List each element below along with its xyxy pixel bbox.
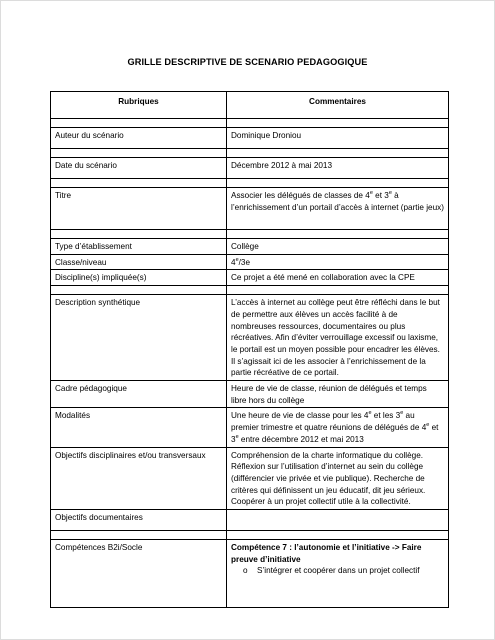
table-header-row xyxy=(51,92,449,119)
row-modalites xyxy=(51,408,449,447)
label-type: Type d’établissement xyxy=(51,239,227,255)
value-type: Collège xyxy=(227,239,449,255)
label-cadre: Cadre pédagogique xyxy=(51,381,227,408)
row-competences xyxy=(51,540,449,608)
titre-text-1: Associer les délégués de classes de 4 xyxy=(231,191,370,200)
modalites-sup-3: e xyxy=(426,422,430,429)
header-rubriques: Rubriques xyxy=(51,92,227,119)
classe-text-2: /3e xyxy=(238,257,251,267)
label-auteur: Auteur du scénario xyxy=(51,128,227,149)
classe-text-1: 4 xyxy=(231,257,236,267)
label-date: Date du scénario xyxy=(51,158,227,179)
value-titre xyxy=(227,188,449,230)
value-auteur: Dominique Droniou xyxy=(227,128,449,149)
label-objectifs-doc: Objectifs documentaires xyxy=(51,510,227,531)
label-discipline: Discipline(s) impliquée(s) xyxy=(51,270,227,286)
competence-title: Compétence 7 : l’autonomie et l’initiative -> Faire preuve d’initiative xyxy=(231,543,422,564)
value-objectifs: Compréhension de la charte informatique du collège. Réflexion sur l’utilisation d’internet au sein du collège (différencier vie privée et vie publique). Recherche de critères qui définissent un jeu éducatif, dit jeu sérieux. Coopérer à un projet collectif utile à la collectivité. xyxy=(227,447,449,510)
modalites-sup-4: e xyxy=(235,433,239,440)
modalites-text-3: au premier trimestre et quatre réunions de délégués de 4 xyxy=(231,411,427,433)
row-type xyxy=(51,239,449,255)
row-date xyxy=(51,158,449,179)
value-date: Décembre 2012 à mai 2013 xyxy=(227,158,449,179)
value-classe xyxy=(227,254,449,270)
titre-text-3: à l’enrichissement d’un portail d’accès à internet (partie jeux) xyxy=(231,191,444,212)
label-competences: Compétences B2i/Socle xyxy=(51,540,227,608)
value-modalites xyxy=(227,408,449,447)
row-cadre xyxy=(51,381,449,408)
spacer-row xyxy=(51,119,449,128)
value-competences xyxy=(227,540,449,608)
label-modalites: Modalités xyxy=(51,408,227,447)
value-cadre: Heure de vie de classe, réunion de délégués et temps libre hors du collège xyxy=(227,381,449,408)
row-discipline xyxy=(51,270,449,286)
titre-sup-2: e xyxy=(388,190,392,196)
modalites-text-4: et 3 xyxy=(231,423,439,444)
competence-item: o S’intégrer et coopérer dans un projet collectif xyxy=(249,565,444,577)
document-title: GRILLE DESCRIPTIVE DE SCENARIO PEDAGOGIQUE xyxy=(127,57,368,67)
row-description xyxy=(51,295,449,381)
value-discipline: Ce projet a été mené en collaboration avec la CPE xyxy=(227,270,449,286)
modalites-sup-2: e xyxy=(400,410,404,417)
competence-list xyxy=(231,565,444,577)
spacer-row xyxy=(51,531,449,540)
spacer-row xyxy=(51,286,449,295)
row-titre xyxy=(51,188,449,230)
spacer-row xyxy=(51,230,449,239)
titre-sup-1: e xyxy=(369,190,373,196)
modalites-sup-1: e xyxy=(368,410,372,417)
scenario-table xyxy=(50,91,449,608)
label-objectifs: Objectifs disciplinaires et/ou transversaux xyxy=(51,447,227,510)
titre-text-2: et 3 xyxy=(372,191,389,200)
spacer-row xyxy=(51,179,449,188)
modalites-text-5: entre décembre 2012 et mai 2013 xyxy=(238,434,364,444)
modalites-text-2: et les 3 xyxy=(371,411,401,421)
label-classe: Classe/niveau xyxy=(51,254,227,270)
row-objectifs-doc xyxy=(51,510,449,531)
header-commentaires: Commentaires xyxy=(227,92,449,119)
spacer-row xyxy=(51,149,449,158)
value-objectifs-doc xyxy=(227,510,449,531)
label-description: Description synthétique xyxy=(51,295,227,381)
label-titre: Titre xyxy=(51,188,227,230)
row-auteur xyxy=(51,128,449,149)
row-classe xyxy=(51,254,449,270)
classe-sup-1: e xyxy=(235,256,239,263)
value-description: L’accès à internet au collège peut être réfléchi dans le but de permettre aux élèves un accès facilité à de nombreuses ressources, documentaires ou plus récréatives. Afin d’éviter verrouillage excessif ou laxisme, le portail est un moyen possible pour encadrer les élèves. Il s’agissait ici de les associer à l’enrichissement de la partie récréative de ce portail. xyxy=(227,295,449,381)
modalites-text-1: Une heure de vie de classe pour les 4 xyxy=(231,411,369,421)
row-objectifs xyxy=(51,447,449,510)
